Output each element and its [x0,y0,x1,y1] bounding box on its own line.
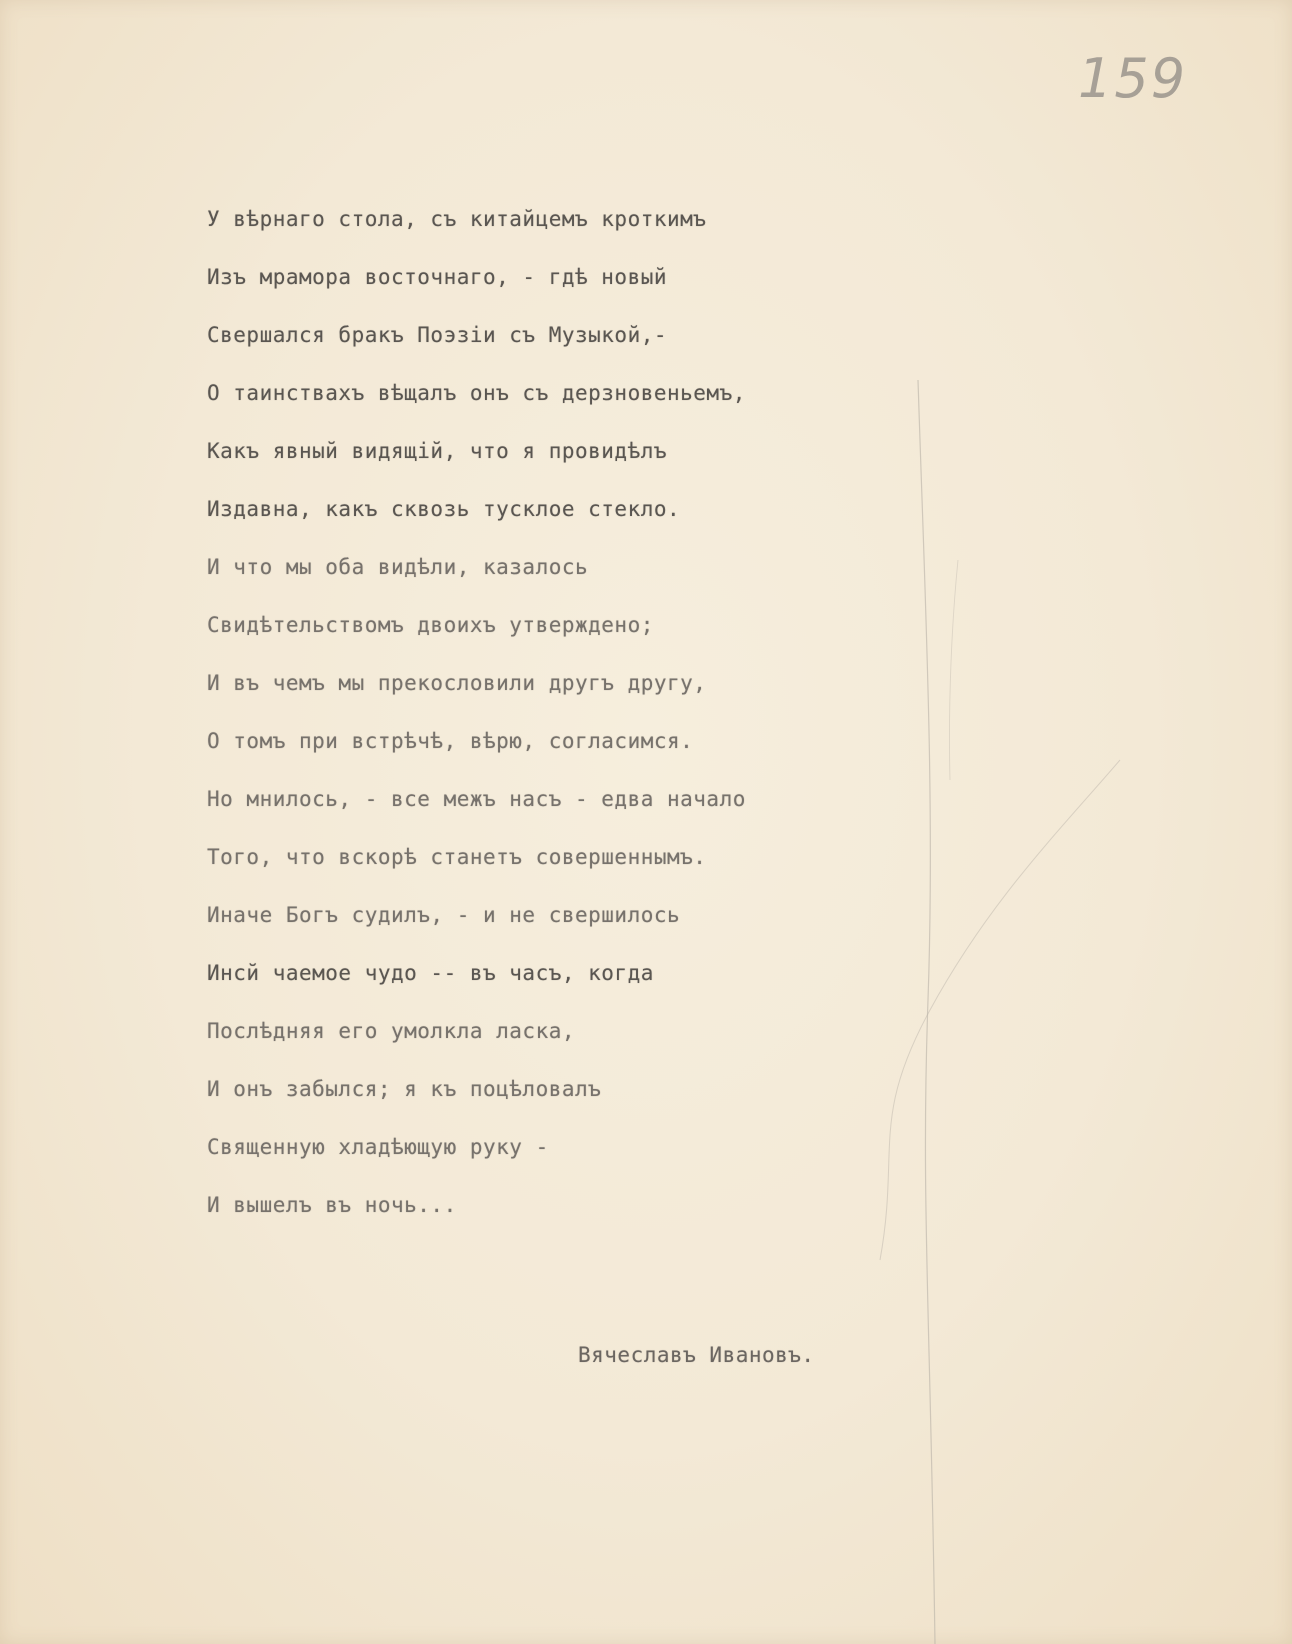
poem-line: Послѣдняя его умолкла ласка, [207,1019,576,1043]
poem-line: Того, что вскорѣ станетъ совершеннымъ. [207,845,707,869]
poem-line: И вышелъ въ ночь... [207,1193,457,1217]
poem-line: Инсй чаемое чудо -- въ часъ, когда [207,961,654,985]
poem-line: И онъ забылся; я къ поцѣловалъ [207,1077,602,1101]
pencil-line-branch [880,760,1120,1260]
author-signature: Вячеславъ Ивановъ. [578,1343,815,1367]
poem-line: У вѣрнаго стола, съ китайцемъ кроткимъ [207,207,707,231]
poem-line: Издавна, какъ сквозь тусклое стекло. [207,497,681,521]
poem-line: И въ чемъ мы прекословили другъ другу, [207,671,707,695]
poem-line: Какъ явный видящій, что я провидѣлъ [207,439,668,463]
poem-line: Свершался бракъ Поэзіи съ Музыкой,- [207,323,668,347]
poem-line: Но мнилось, - все межъ насъ - едва начало [207,787,746,811]
poem-line: Иначе Богъ судилъ, - и не свершилось [207,903,681,927]
poem-line: О томъ при встрѣчѣ, вѣрю, согласимся. [207,729,694,753]
poem-line: И что мы оба видѣли, казалось [207,555,589,579]
poem-line: Священную хладѣющую руку - [207,1135,549,1159]
poem-body [207,190,907,1234]
poem-line: О таинствахъ вѣщалъ онъ съ дерзновеньемъ, [207,381,746,405]
pencil-line-short [949,560,958,780]
poem-line: Свидѣтельствомъ двоихъ утверждено; [207,613,654,637]
poem-line: Изъ мрамора восточнаго, - гдѣ новый [207,265,668,289]
folio-number [1078,44,1208,114]
pencil-line-main [918,380,935,1644]
folio-number-text: 159 [1078,47,1188,110]
